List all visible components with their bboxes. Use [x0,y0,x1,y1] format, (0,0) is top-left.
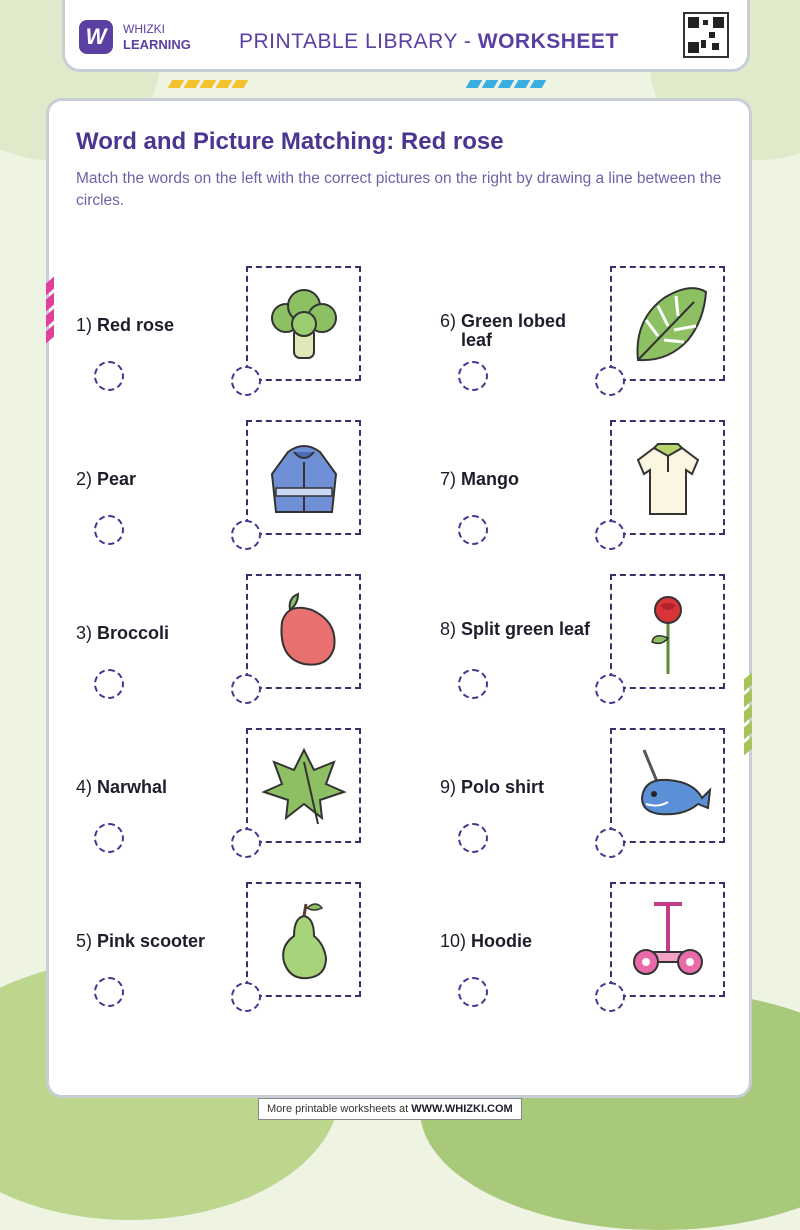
picture-connector-dot[interactable] [595,366,625,396]
picture-box [610,728,725,843]
picture-connector-dot[interactable] [231,674,261,704]
picture-connector-dot[interactable] [595,674,625,704]
word-connector-dot[interactable] [94,823,124,853]
qr-code-icon [683,12,729,58]
item-number: 8) [440,619,457,639]
item-word: Polo shirt [461,777,545,797]
picture-box [246,574,361,689]
word-connector-dot[interactable] [94,977,124,1007]
item-word: Hoodie [471,931,533,951]
split-green-leaf-icon [260,742,348,830]
picture-box [246,728,361,843]
item-number: 5) [76,931,93,951]
picture-connector-dot[interactable] [595,520,625,550]
item-word: Red rose [97,315,175,335]
footer-link[interactable] [258,1098,522,1120]
match-item [440,266,800,406]
match-label [440,932,600,951]
match-label [76,316,236,335]
item-word: Split green leaf [461,619,591,639]
footer-url[interactable]: WWW.WHIZKI.COM [411,1103,513,1115]
red-rose-icon [624,588,712,676]
worksheet-title: Word and Picture Matching: Red rose [76,128,504,155]
match-item [76,420,436,560]
picture-connector-dot[interactable] [595,982,625,1012]
word-connector-dot[interactable] [94,669,124,699]
item-number: 9) [440,777,457,797]
decorative-stripes-yellow [170,80,246,90]
picture-connector-dot[interactable] [231,366,261,396]
header-title [239,30,619,54]
monstera-leaf-icon [624,280,712,368]
item-number: 2) [76,469,93,489]
item-number: 6) [440,311,457,331]
word-connector-dot[interactable] [94,361,124,391]
match-label [440,312,600,350]
word-connector-dot[interactable] [458,823,488,853]
match-item [440,574,800,714]
item-word: Broccoli [97,623,170,643]
picture-connector-dot[interactable] [231,982,261,1012]
picture-connector-dot[interactable] [231,828,261,858]
picture-box [610,266,725,381]
match-item [76,728,436,868]
match-label [440,620,600,639]
word-connector-dot[interactable] [458,515,488,545]
item-number: 4) [76,777,93,797]
whizki-logo: W [79,20,113,54]
hoodie-icon [260,434,348,522]
picture-connector-dot[interactable] [595,828,625,858]
match-label [440,778,600,797]
match-label [76,470,236,489]
match-label [76,778,236,797]
mango-icon [260,588,348,676]
brand-name [123,22,191,52]
picture-box [246,882,361,997]
decorative-stripes-blue [468,80,544,90]
item-word: Mango [461,469,520,489]
item-word: Pink scooter [97,931,206,951]
match-item [76,882,436,1022]
match-item [440,420,800,560]
match-item [76,574,436,714]
item-number: 7) [440,469,457,489]
picture-connector-dot[interactable] [231,520,261,550]
pink-scooter-icon [624,896,712,984]
match-label [76,932,236,951]
item-word: Green lobed leaf [461,311,567,350]
picture-box [246,420,361,535]
match-item [76,266,436,406]
item-word: Narwhal [97,777,168,797]
item-number: 3) [76,623,93,643]
pear-icon [260,896,348,984]
match-label [440,470,600,489]
worksheet-instructions: Match the words on the left with the correct pictures on the right by drawing a line between the circles. [76,170,722,209]
word-connector-dot[interactable] [458,977,488,1007]
brand-line-1: WHIZKI [123,22,165,36]
item-number: 1) [76,315,93,335]
header-title-bold: WORKSHEET [477,30,619,53]
picture-box [610,420,725,535]
word-connector-dot[interactable] [458,361,488,391]
header-title-prefix: PRINTABLE LIBRARY - [239,30,478,53]
match-label [76,624,236,643]
brand-line-2: LEARNING [123,37,191,52]
picture-box [246,266,361,381]
polo-shirt-icon [624,434,712,522]
picture-box [610,574,725,689]
picture-box [610,882,725,997]
word-connector-dot[interactable] [94,515,124,545]
match-item [440,882,800,1022]
decorative-stripes-pink [46,280,54,340]
broccoli-icon [260,280,348,368]
footer-text: More printable worksheets at [267,1103,412,1115]
narwhal-icon [624,742,712,830]
word-connector-dot[interactable] [458,669,488,699]
header [62,0,750,72]
item-number: 10) [440,931,467,951]
item-word: Pear [97,469,137,489]
match-item [440,728,800,868]
